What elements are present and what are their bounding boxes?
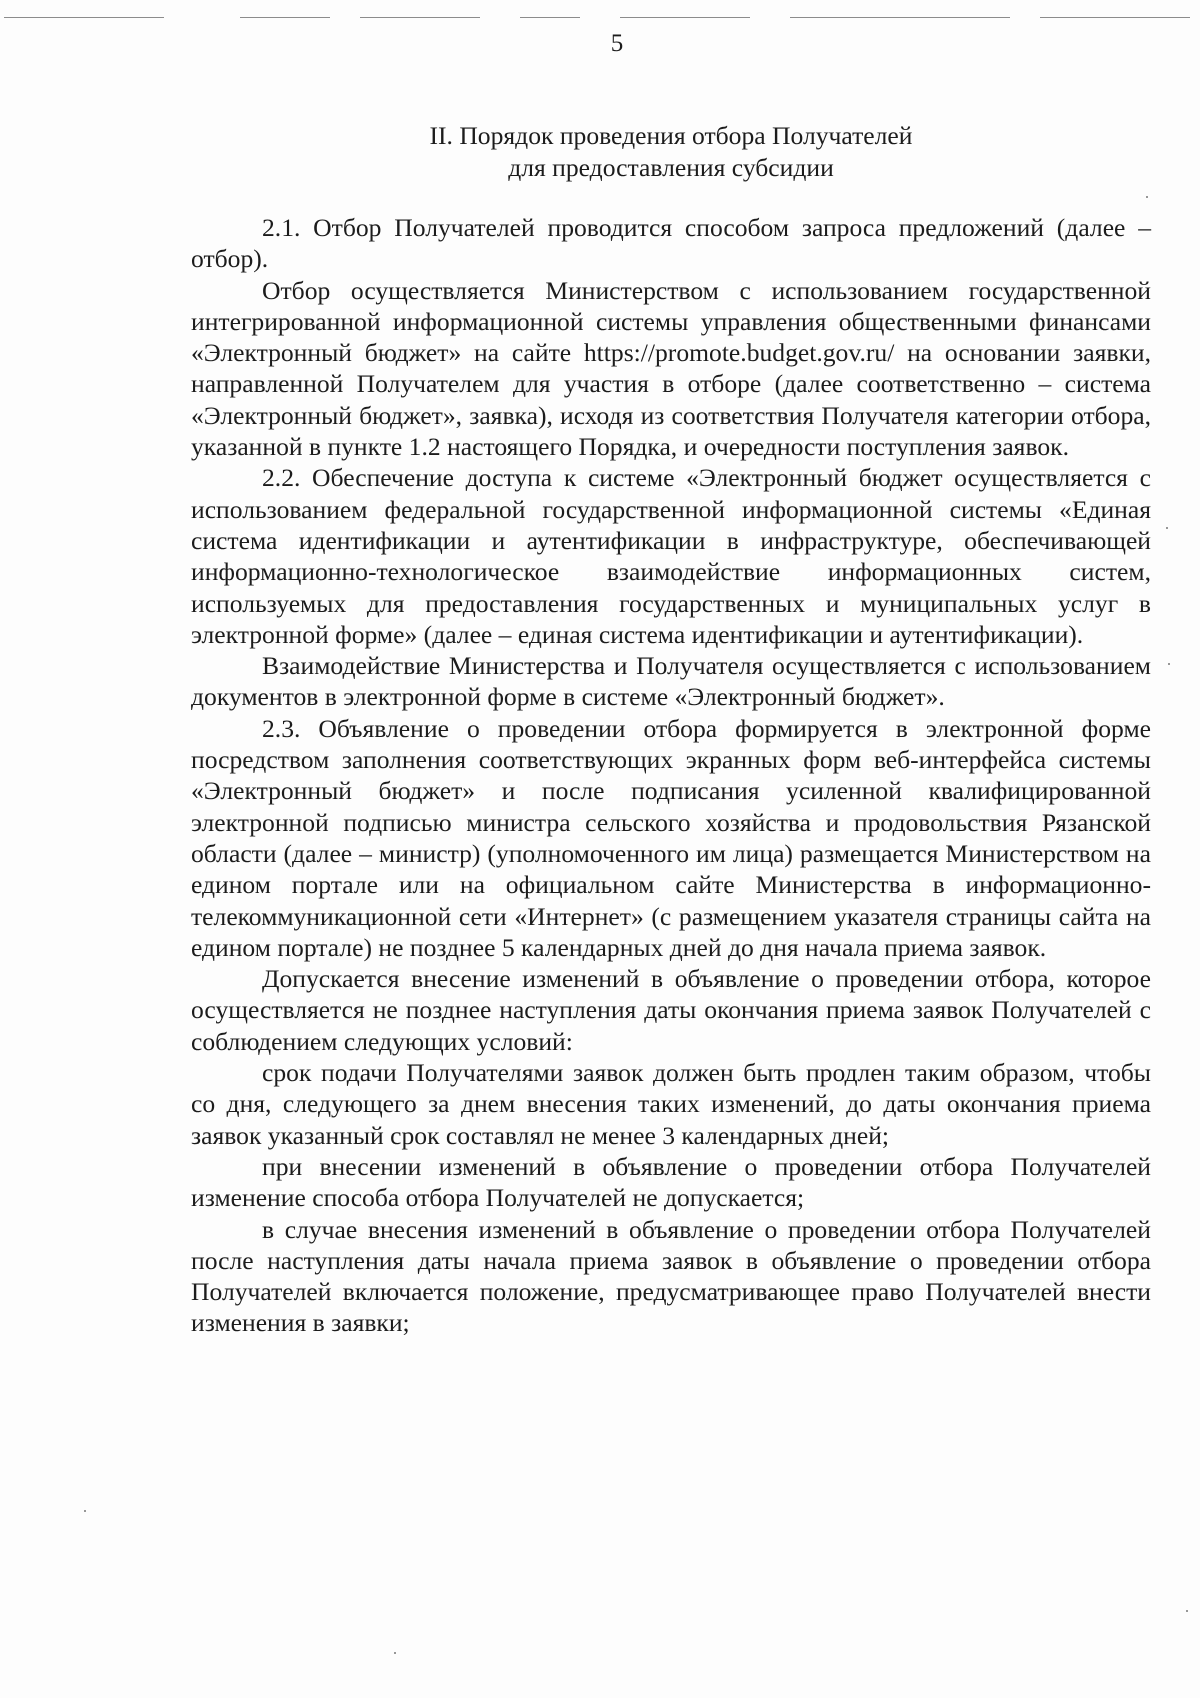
page-number: 5 — [610, 30, 624, 57]
paragraph-condition-amend: в случае внесения изменений в объявление о проведении отбора Получателей после наступления даты начала приема заявок в объявление о проведении отбора Получателей включается положение, предусматривающее право Получателей внести изменения в заявки; — [191, 1214, 1151, 1338]
paragraph-2-2: 2.2. Обеспечение доступа к системе «Электронный бюджет осуществляется с использованием федеральной государственной информационной системы «Единая система идентификации и аутентификации в инфраструктуре, обеспечивающей информационно-технологическое взаимодействие информационных систем, используемых для предоставления государственных и муниципальных услуг в электронной форме» (далее – единая система идентификации и аутентификации). — [191, 463, 1151, 649]
section-title — [191, 120, 1151, 184]
paragraph-changes-allowed: Допускается внесение изменений в объявление о проведении отбора, которое осуществляется не позднее наступления даты окончания приема заявок Получателей с соблюдением следующих условий: — [191, 964, 1151, 1056]
scan-edge-artifact — [0, 14, 1200, 22]
paragraph-condition-method: при внесении изменений в объявление о проведении отбора Получателей изменение способа отбора Получателей не допускается; — [191, 1151, 1151, 1213]
scan-speck — [84, 1510, 86, 1512]
scan-speck — [394, 1652, 396, 1654]
document-body — [191, 120, 1151, 1339]
paragraph-selection-method: Отбор осуществляется Министерством с использованием государственной интегрированной информационной системы управления общественными финансами «Электронный бюджет» на сайте https://promote.budget.gov.ru/ на основании заявки, направленной Получателем для участия в отборе (далее соответственно – система «Электронный бюджет», заявка), исходя из соответствия Получателя категории отбора, указанной в пункте 1.2 настоящего Порядка, и очередности поступления заявок. — [191, 275, 1151, 462]
scan-speck — [1168, 663, 1170, 665]
scan-speck — [1146, 196, 1148, 198]
section-title-line-1: II. Порядок проведения отбора Получателей — [429, 121, 913, 150]
paragraph-2-3: 2.3. Объявление о проведении отбора формируется в электронной форме посредством заполнения соответствующих экранных форм веб-интерфейса системы «Электронный бюджет» и после подписания усиленной квалифицированной электронной подписью министра сельского хозяйства и продовольствия Рязанской области (далее – министр) (уполномоченного им лица) размещается Министерством на едином портале или на официальном сайте Министерства в информационно-телекоммуникационной сети «Интернет» (с размещением указателя страницы сайта на едином портале) не позднее 5 календарных дней до дня начала приема заявок. — [191, 713, 1151, 962]
scan-speck — [1186, 1610, 1188, 1612]
paragraph-condition-deadline: срок подачи Получателями заявок должен быть продлен таким образом, чтобы со дня, следующего за днем внесения таких изменений, до даты окончания приема заявок указанный срок составлял не менее 3 календарных дней; — [191, 1058, 1151, 1150]
paragraph-interaction: Взаимодействие Министерства и Получателя осуществляется с использованием документов в электронной форме в системе «Электронный бюджет». — [191, 651, 1151, 712]
scan-speck — [1166, 527, 1168, 529]
paragraph-2-1: 2.1. Отбор Получателей проводится способом запроса предложений (далее – отбор). — [191, 213, 1151, 274]
section-title-line-2: для предоставления субсидии — [508, 153, 834, 182]
